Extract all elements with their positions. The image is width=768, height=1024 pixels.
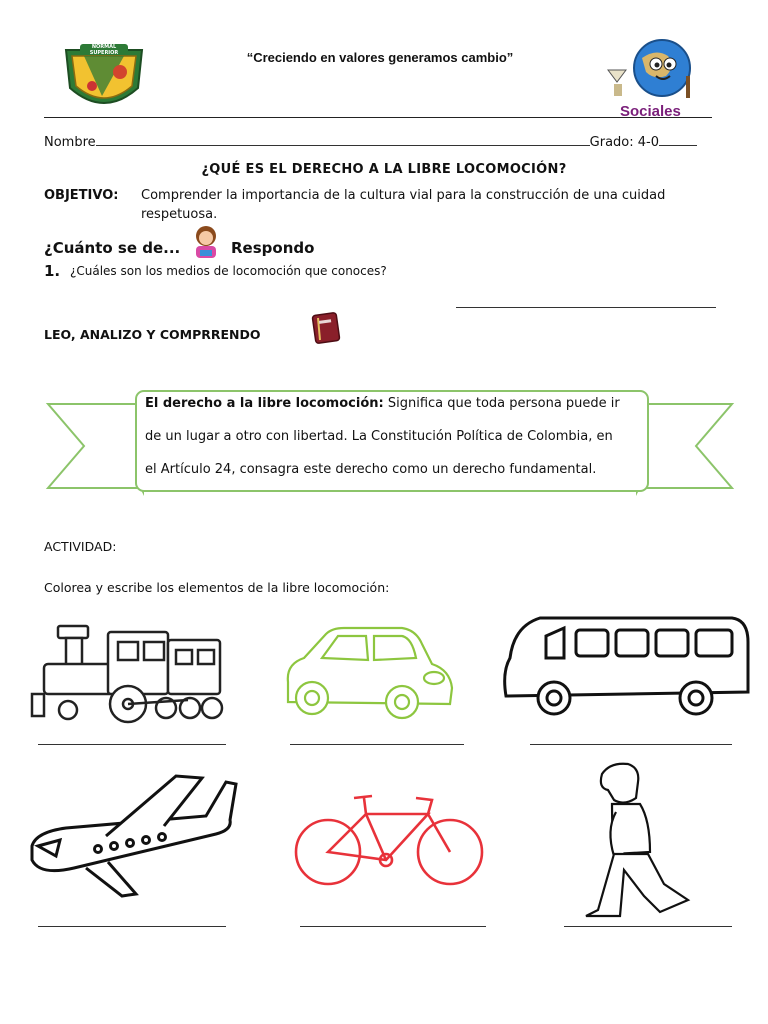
grade-label: Grado: 4-0 bbox=[589, 135, 659, 150]
answer-line-walking[interactable] bbox=[564, 926, 732, 927]
worksheet-title: ¿QUÉ ES EL DERECHO A LA LIBRE LOCOMOCIÓN? bbox=[201, 162, 567, 177]
answer-line-train[interactable] bbox=[38, 744, 226, 745]
question-number: 1. bbox=[44, 262, 61, 280]
train-icon[interactable] bbox=[28, 620, 228, 724]
school-crest bbox=[62, 42, 146, 118]
school-crest-text: NORMAL SUPERIOR bbox=[89, 44, 119, 56]
book-icon bbox=[310, 312, 344, 344]
definition-line3: el Artículo 24, consagra este derecho como un derecho fundamental. bbox=[145, 462, 597, 477]
header-divider bbox=[44, 117, 712, 118]
answer-line-bus[interactable] bbox=[530, 744, 732, 745]
bicycle-icon[interactable] bbox=[292, 790, 488, 886]
definition-text bbox=[145, 387, 655, 486]
grade-field[interactable] bbox=[659, 145, 697, 146]
definition-line2: de un lugar a otro con libertad. La Constitución Política de Colombia, en bbox=[145, 429, 613, 444]
definition-line1-rest: Significa que toda persona puede ir bbox=[383, 396, 620, 411]
answer-line-bicycle[interactable] bbox=[300, 926, 486, 927]
answer-line-airplane[interactable] bbox=[38, 926, 226, 927]
objective-text-line2: respetuosa. bbox=[141, 207, 218, 222]
objective-label: OBJETIVO: bbox=[44, 188, 119, 203]
read-heading: LEO, ANALIZO Y COMPRRENDO bbox=[44, 327, 261, 342]
bus-icon[interactable] bbox=[500, 612, 752, 716]
answer-line-car[interactable] bbox=[290, 744, 464, 745]
name-field[interactable] bbox=[96, 145, 590, 146]
activity-label: ACTIVIDAD: bbox=[44, 539, 117, 554]
subject-label: Sociales bbox=[620, 103, 681, 120]
activity-instruction: Colorea y escribe los elementos de la libre locomoción: bbox=[44, 580, 390, 595]
know-heading-left: ¿Cuánto se de... bbox=[44, 239, 181, 257]
globe-mascot bbox=[606, 36, 706, 102]
objective-text-line1: Comprender la importancia de la cultura vial para la construcción de una cuidad bbox=[141, 188, 666, 203]
car-icon[interactable] bbox=[282, 624, 456, 720]
girl-thinking-icon bbox=[190, 224, 222, 258]
definition-line1 bbox=[145, 387, 655, 420]
answer-line[interactable] bbox=[456, 307, 716, 308]
know-heading-right: Respondo bbox=[231, 239, 315, 257]
walking-boy-icon[interactable] bbox=[584, 760, 718, 922]
name-row bbox=[44, 135, 714, 150]
definition-term: El derecho a la libre locomoción: bbox=[145, 396, 384, 411]
airplane-icon[interactable] bbox=[26, 776, 240, 898]
question-text: ¿Cuáles son los medios de locomoción que conoces? bbox=[70, 264, 387, 278]
name-label: Nombre bbox=[44, 135, 96, 150]
page-motto: “Creciendo en valores generamos cambio” bbox=[246, 50, 514, 65]
